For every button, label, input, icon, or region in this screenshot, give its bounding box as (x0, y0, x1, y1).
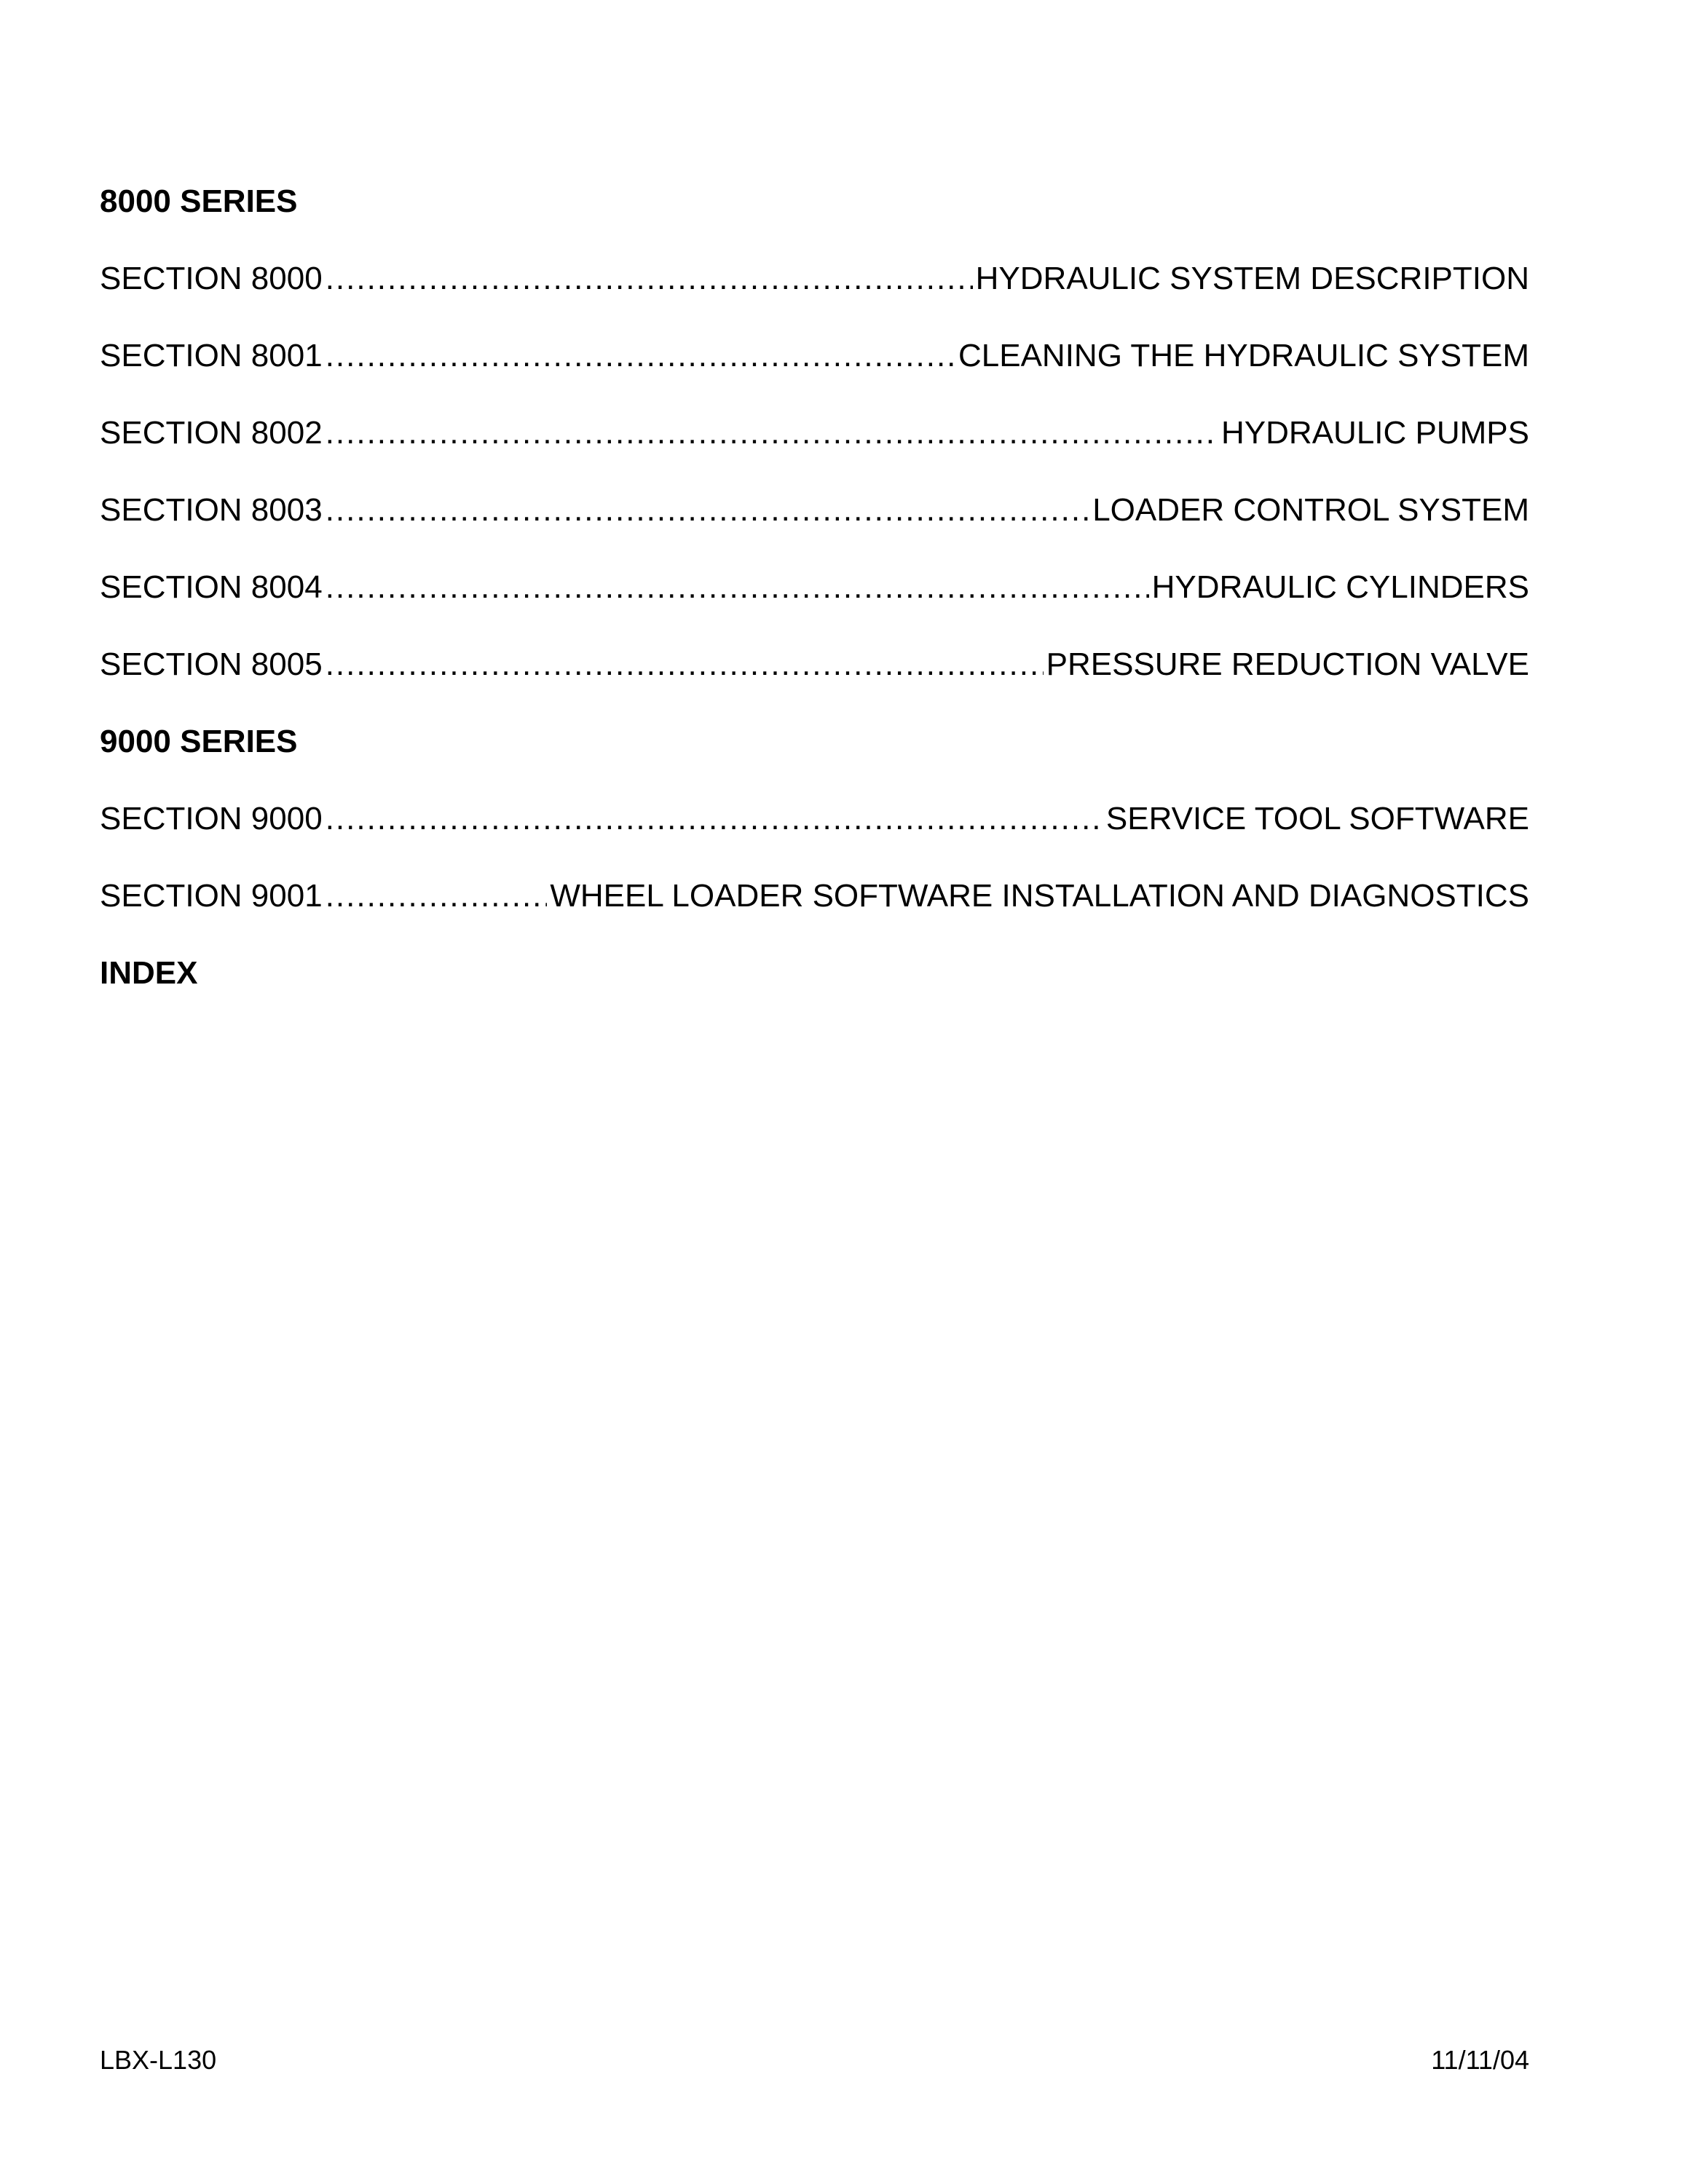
dot-leader (326, 492, 1090, 529)
index-heading: INDEX (100, 955, 198, 991)
section-title: LOADER CONTROL SYSTEM (1092, 492, 1529, 528)
toc-entry-8004 (100, 569, 1529, 606)
dot-leader (326, 878, 548, 914)
dot-leader (326, 569, 1149, 606)
dot-leader (326, 338, 955, 374)
footer-doc-code: LBX-L130 (100, 2045, 217, 2075)
section-title: PRESSURE REDUCTION VALVE (1046, 646, 1529, 682)
section-number: SECTION 8005 (100, 646, 323, 682)
toc-entry-8005 (100, 646, 1529, 683)
toc-entry-8001 (100, 338, 1529, 374)
dot-leader (326, 261, 973, 297)
section-title: HYDRAULIC PUMPS (1221, 415, 1529, 451)
section-title: SERVICE TOOL SOFTWARE (1105, 801, 1529, 836)
toc-entry-8002 (100, 415, 1529, 451)
toc-entry-9000 (100, 801, 1529, 837)
section-title: HYDRAULIC SYSTEM DESCRIPTION (975, 261, 1529, 296)
section-number: SECTION 9001 (100, 878, 323, 914)
section-number: SECTION 8002 (100, 415, 323, 451)
section-number: SECTION 8003 (100, 492, 323, 528)
dot-leader (326, 801, 1103, 837)
footer-date: 11/11/04 (1431, 2045, 1529, 2075)
section-title: CLEANING THE HYDRAULIC SYSTEM (958, 338, 1529, 373)
section-number: SECTION 8004 (100, 569, 323, 605)
dot-leader (326, 415, 1218, 451)
section-title: HYDRAULIC CYLINDERS (1151, 569, 1529, 605)
section-number: SECTION 9000 (100, 801, 323, 836)
table-of-contents (100, 183, 1529, 1032)
toc-entry-8003 (100, 492, 1529, 529)
series-heading-8000: 8000 SERIES (100, 183, 298, 219)
series-heading-9000: 9000 SERIES (100, 724, 298, 759)
section-title: WHEEL LOADER SOFTWARE INSTALLATION AND DIAGNOSTICS (550, 878, 1529, 914)
toc-entry-8000 (100, 261, 1529, 297)
toc-entry-9001 (100, 878, 1529, 914)
section-number: SECTION 8001 (100, 338, 323, 373)
dot-leader (326, 646, 1044, 683)
section-number: SECTION 8000 (100, 261, 323, 296)
